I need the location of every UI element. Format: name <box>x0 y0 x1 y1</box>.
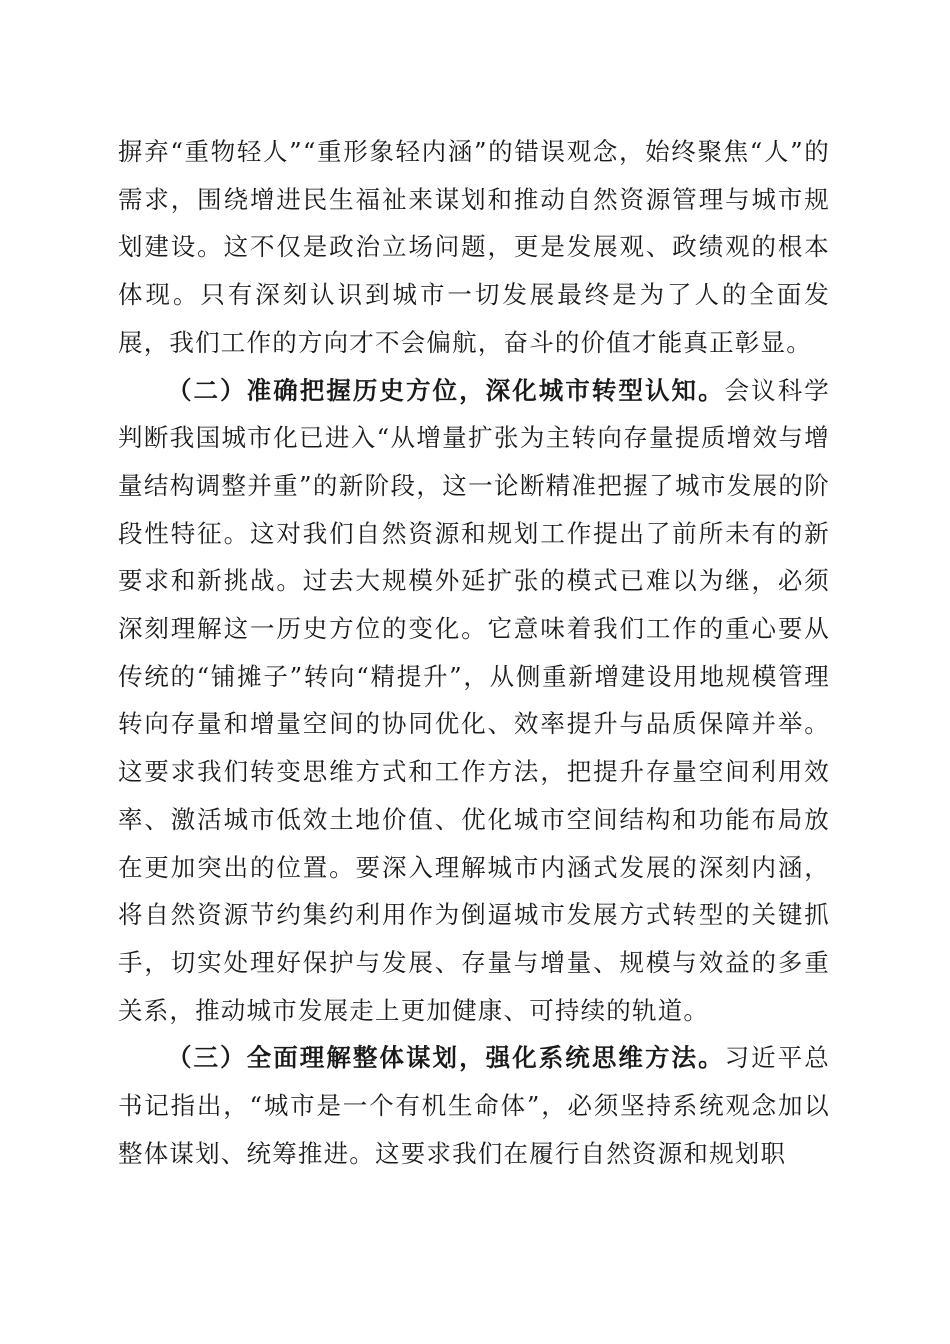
paragraph-3-heading: （三）全面理解整体谋划，强化系统思维方法。 <box>167 1043 725 1073</box>
paragraph-2-body: 会议科学判断我国城市化已进入“从增量扩张为主转向存量提质增效与增量结构调整并重”的新阶段，这一论断精准把握了城市发展的阶段性特征。这对我们自然资源和规划工作提出了前所未有的新要求和新挑战。过去大规模外延扩张的模式已难以为继，必须深刻理解这一历史方位的变化。它意味着我们工作的重心要从传统的“铺摊子”转向“精提升”，从侧重新增建设用地规模管理转向存量和增量空间的协同优化、效率提升与品质保障并举。这要求我们转变思维方式和工作方法，把提升存量空间利用效率、激活城市低效土地价值、优化城市空间结构和功能布局放在更加突出的位置。要深入理解城市内涵式发展的深刻内涵，将自然资源节约集约利用作为倒逼城市发展方式转型的关键抓手，切实处理好保护与发展、存量与增量、规模与效益的多重关系，推动城市发展走上更加健康、可持续的轨道。 <box>118 375 830 1025</box>
paragraph-3-body: 习近平总书记指出，“城市是一个有机生命体”，必须坚持系统观念加以整体谋划、统筹推进。这要求我们在履行自然资源和规划职 <box>118 1043 830 1168</box>
paragraph-2-heading: （二）准确把握历史方位，深化城市转型认知。 <box>167 375 725 405</box>
paragraph-1-body: 摒弃“重物轻人”“重形象轻内涵”的错误观念，始终聚焦“人”的需求，围绕增进民生福祉来谋划和推动自然资源管理与城市规划建设。这不仅是政治立场问题，更是发展观、政绩观的根本体现。只有深刻认识到城市一切发展最终是为了人的全面发展，我们工作的方向才不会偏航，奋斗的价值才能真正彰显。 <box>118 137 830 357</box>
paragraph-2 <box>118 367 830 1035</box>
paragraph-1 <box>118 128 830 367</box>
paragraph-3 <box>118 1034 830 1177</box>
document-body <box>118 128 830 1177</box>
